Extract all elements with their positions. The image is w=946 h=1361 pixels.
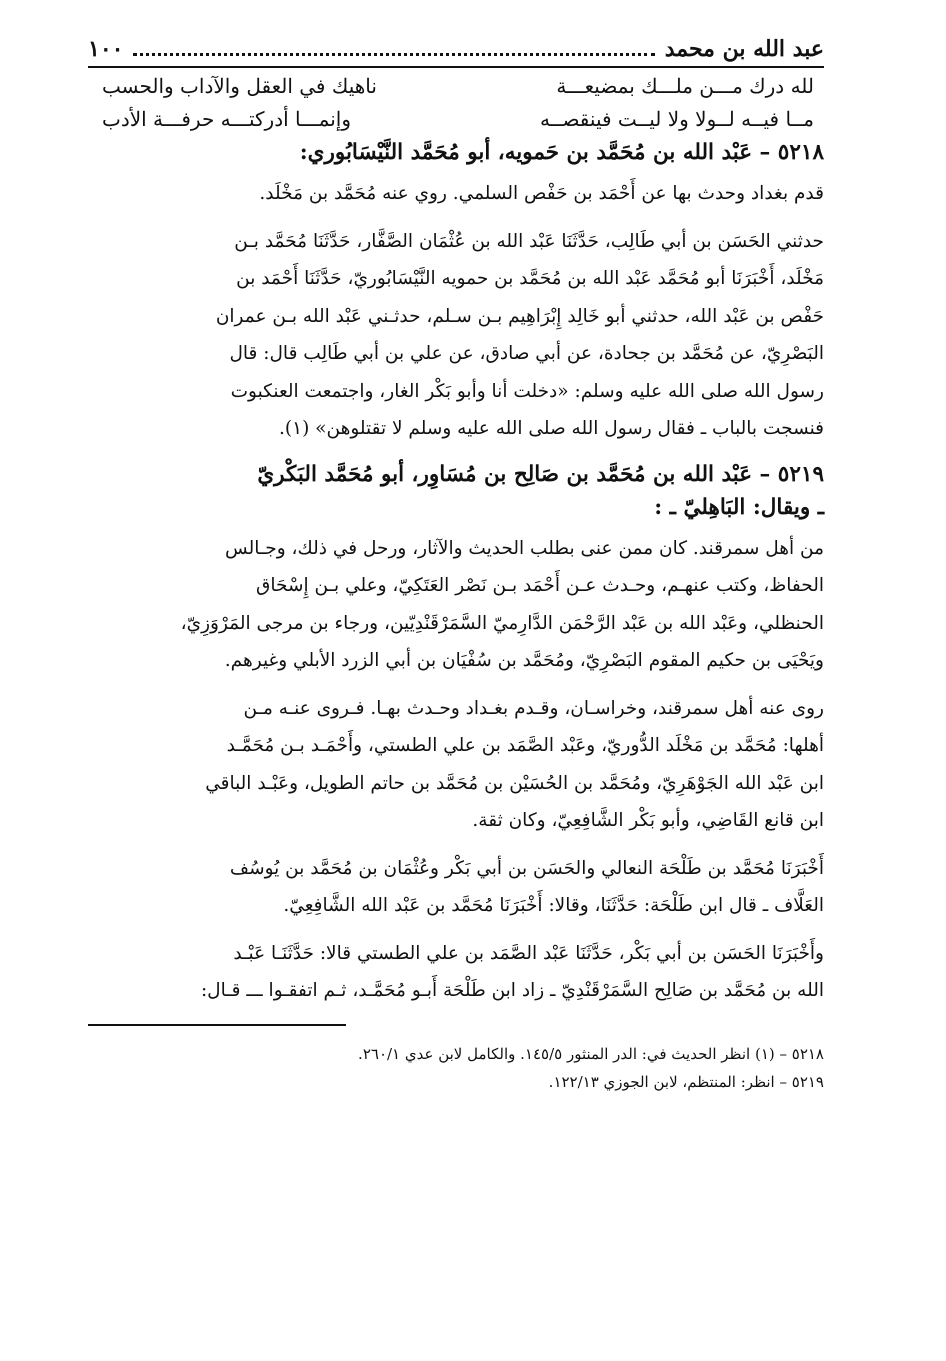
verse-line (88, 105, 824, 134)
entry-5219-paragraph (88, 530, 824, 680)
text-line: وأَخْبَرَنَا الحَسَن بن أبي بَكْر، حَدَّثَنَا عَبْد الصَّمَد بن علي الطستي قالا: حَدَّثَنَـا عَبْـد (233, 942, 824, 964)
verse-line (88, 72, 824, 101)
text-line: من أهل سمرقند. كان ممن عنى بطلب الحديث والآثار، ورحل في ذلك، وجـالس (225, 537, 824, 559)
text-line: ابن عَبْد الله الجَوْهَرِيّ، ومُحَمَّد بن الحُسَيْن بن مُحَمَّد بن حاتم الطويل، وعَبْـد الباقي (205, 772, 824, 794)
text-line: ابن قانع القَاضِي، وأبو بَكْر الشَّافِعِيّ، وكان ثقة. (472, 810, 824, 831)
book-page (88, 30, 824, 1096)
text-line: أهلها: مُحَمَّد بن مَخْلَد الدُّوريّ، وعَبْد الصَّمَد بن علي الطستي، وأَحْمَـد بـن مُحَمَّـد (226, 735, 824, 756)
verse-hemistich-first: مــا فيــه لــولا ولا ليــت فينقصــه (540, 107, 814, 131)
footnote-rule (88, 1024, 346, 1026)
footnote: ٥٢١٨ – (١) انظر الحديث في: الدر المنثور ١٤٥/٥. والكامل لابن عدي ٢٦٠/١. (358, 1044, 824, 1063)
verse-hemistich-first: لله درك مـــن ملـــك بمضيعـــة (556, 74, 814, 98)
text-line: أَخْبَرَنَا مُحَمَّد بن طَلْحَة النعالي والحَسَن بن أبي بَكْر وعُثْمَان بن مُحَمَّد بن يُوسُف (229, 857, 824, 879)
running-title: عبد الله بن محمد (664, 36, 824, 62)
text-line: ويَحْيَى بن حكيم المقوم البَصْرِيّ، ومُحَمَّد بن سُفْيَان بن أبي الزرد الأبلي وغيرهم. (224, 650, 824, 671)
text-line: البَصْرِيّ، عن مُحَمَّد بن جحادة، عن أبي صادق، عن علي بن أبي طَالِب قال: قال (229, 343, 824, 364)
entry-5219-title-line: ٥٢١٩ – عَبْد الله بن مُحَمَّد بن صَالِح بن مُسَاوِر، أبو مُحَمَّد البَكْريّ (257, 461, 824, 487)
text-line: العَلَّاف ـ قال ابن طَلْحَة: حَدَّثَنَا، وقالا: أَخْبَرَنَا مُحَمَّد بن عَبْد الله الشَّافِعِيّ. (283, 895, 824, 916)
text-line: روى عنه أهل سمرقند، وخراسـان، وقـدم بغـداد وحـدث بهـا. فـروى عنـه مـن (243, 697, 824, 719)
text-line: قدم بغداد وحدث بها عن أَحْمَد بن حَفْص السلمي. روي عنه مُحَمَّد بن مَخْلَد. (259, 183, 824, 204)
text-line: الحفاظ، وكتب عنهـم، وحـدث عـن أَحْمَد بـن نَصْر العَتَكِيّ، وعلي بـن إِسْحَاق (256, 575, 824, 596)
running-header (88, 30, 824, 64)
dotted-leader (133, 53, 654, 56)
text-line: فنسجت بالباب ـ فقال رسول الله صلى الله عليه وسلم لا تقتلوهن» (١). (279, 418, 824, 439)
entry-5219-paragraph (88, 690, 824, 840)
entry-5218-title: ٥٢١٨ – عَبْد الله بن مُحَمَّد بن حَمويه، أبو مُحَمَّد النَّيْسَابُوري: (299, 140, 824, 165)
page-number: ١٠٠ (88, 36, 124, 62)
entry-5219-paragraph (88, 935, 824, 1010)
header-rule (88, 66, 824, 68)
entry-5218-hadith (88, 223, 824, 448)
verse-hemistich-second: وإنمـــا أدركتـــه حرفـــة الأدب (102, 107, 352, 131)
entry-5219-paragraph (88, 850, 824, 925)
entry-5218-paragraph (88, 175, 824, 213)
text-line: حَفْص بن عَبْد الله، حدثني أبو خَالِد إِبْرَاهِيم بـن سـلم، حدثـني عَبْد الله بـن عمران (215, 305, 824, 327)
text-line: الحنظلي، وعَبْد الله بن عَبْد الرَّحْمَن الدَّارِميّ السَّمَرْقَنْدِيّين، ورجاء بن مرجى المَرْوَزِيّ، (180, 612, 824, 634)
entry-5219-title (88, 458, 824, 524)
entry-5219-title-line: ـ ويقال: البَاهِليّ ـ : (654, 494, 824, 520)
text-line: رسول الله صلى الله عليه وسلم: «دخلت أنا وأبو بَكْر الغار، واجتمعت العنكبوت (230, 380, 824, 402)
verse-hemistich-second: ناهيك في العقل والآداب والحسب (102, 74, 377, 98)
text-line: حدثني الحَسَن بن أبي طَالِب، حَدَّثَنَا عَبْد الله بن عُثْمَان الصَّفَّار، حَدَّثَنَا مُحَمَّد بـن (234, 230, 824, 252)
text-line: الله بن مُحَمَّد بن صَالِح السَّمَرْقَنْدِيّ ـ زاد ابن طَلْحَة أَبـو مُحَمَّـد، ثـم اتفقـوا ـــ قـال: (200, 980, 824, 1001)
footnote: ٥٢١٩ – انظر: المنتظم، لابن الجوزي ١٢٢/١٣. (548, 1072, 824, 1091)
text-line: مَخْلَد، أَخْبَرَنَا أبو مُحَمَّد عَبْد الله بن مُحَمَّد بن حمويه النَّيْسَابُوريّ، حَدَّثَنَا أَحْمَد بن (236, 268, 824, 289)
